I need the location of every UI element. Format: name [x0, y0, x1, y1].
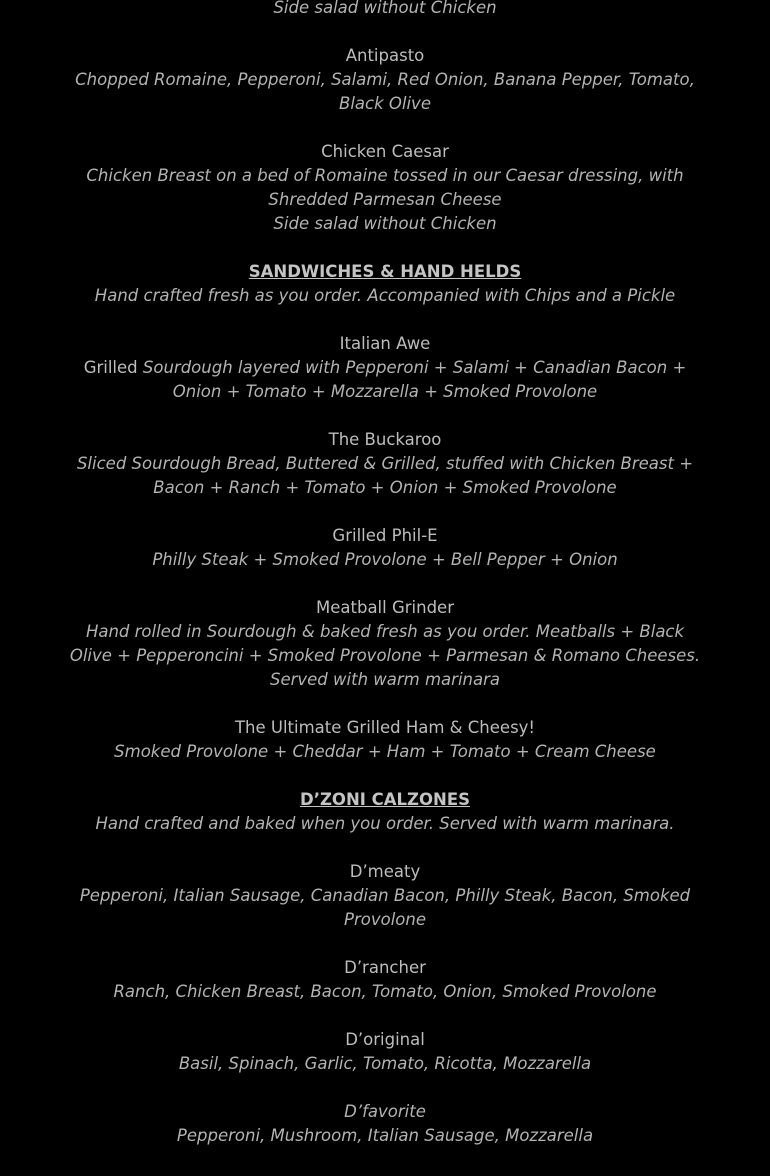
item-desc-chicken-caesar-line2: Shredded Parmesan Cheese [268, 190, 502, 209]
section-heading-sandwiches: SANDWICHES & HAND HELDS [248, 262, 522, 281]
spacer [0, 500, 770, 524]
spacer [0, 764, 770, 788]
item-desc-buckaroo-line2: Bacon + Ranch + Tomato + Onion + Smoked Provolone [153, 478, 617, 497]
item-title-chicken-caesar: Chicken Caesar [321, 142, 449, 161]
item-desc-ultimate-grilled: Smoked Provolone + Cheddar + Ham + Tomato + Cream Cheese [114, 742, 656, 761]
item-title-doriginal: D’original [345, 1030, 425, 1049]
item-desc-dmeaty-line1: Pepperoni, Italian Sausage, Canadian Bacon, Philly Steak, Bacon, Smoked [79, 886, 691, 905]
spacer [0, 692, 770, 716]
spacer [0, 1076, 770, 1100]
item-desc-italian-awe-line2: Onion + Tomato + Mozzarella + Smoked Provolone [172, 382, 598, 401]
item-desc-dfavorite: Pepperoni, Mushroom, Italian Sausage, Mozzarella [176, 1126, 594, 1145]
spacer [0, 1004, 770, 1028]
side-salad-note-partial: Side salad without Chicken [273, 0, 497, 17]
spacer [0, 836, 770, 860]
item-desc-dmeaty-line2: Provolone [344, 910, 426, 929]
spacer [0, 116, 770, 140]
item-desc-italian-awe-prefix: Grilled [83, 358, 143, 377]
item-title-grilled-phil-e: Grilled Phil-E [332, 526, 438, 545]
item-desc-italian-awe-line1 [0, 356, 770, 380]
item-desc-antipasto-line2: Black Olive [339, 94, 431, 113]
section-subheading-calzones: Hand crafted and baked when you order. Served with warm marinara. [95, 814, 675, 833]
item-desc-doriginal: Basil, Spinach, Garlic, Tomato, Ricotta, Mozzarella [178, 1054, 592, 1073]
item-desc-drancher: Ranch, Chicken Breast, Bacon, Tomato, Onion, Smoked Provolone [113, 982, 657, 1001]
section-subheading-sandwiches: Hand crafted fresh as you order. Accompanied with Chips and a Pickle [94, 286, 676, 305]
spacer [0, 308, 770, 332]
item-desc-chicken-caesar-line1: Chicken Breast on a bed of Romaine tossed in our Caesar dressing, with [86, 166, 684, 185]
item-title-dmeaty: D’meaty [349, 862, 421, 881]
item-title-meatball-grinder: Meatball Grinder [316, 598, 454, 617]
spacer [0, 572, 770, 596]
item-desc-buckaroo-line1: Sliced Sourdough Bread, Buttered & Grilled, stuffed with Chicken Breast + [76, 454, 694, 473]
item-title-dfavorite: D’favorite [344, 1102, 426, 1121]
item-desc-meatball-grinder-line2: Olive + Pepperoncini + Smoked Provolone + Parmesan & Romano Cheeses. [69, 646, 701, 665]
item-desc-meatball-grinder-line1: Hand rolled in Sourdough & baked fresh as you order. Meatballs + Black [85, 622, 685, 641]
item-title-drancher: D’rancher [344, 958, 426, 977]
section-heading-calzones: D’ZONI CALZONES [300, 790, 470, 809]
item-desc-italian-awe-text: Sourdough layered with Pepperoni + Salami + Canadian Bacon + [142, 358, 687, 377]
item-title-antipasto: Antipasto [345, 46, 425, 65]
item-note-chicken-caesar: Side salad without Chicken [273, 214, 497, 233]
item-desc-antipasto-line1: Chopped Romaine, Pepperoni, Salami, Red Onion, Banana Pepper, Tomato, [75, 70, 695, 89]
item-title-ultimate-grilled: The Ultimate Grilled Ham & Cheesy! [234, 718, 536, 737]
item-title-italian-awe: Italian Awe [339, 334, 431, 353]
item-desc-grilled-phil-e: Philly Steak + Smoked Provolone + Bell Pepper + Onion [152, 550, 618, 569]
item-title-buckaroo: The Buckaroo [328, 430, 442, 449]
item-desc-meatball-grinder-line3: Served with warm marinara [269, 670, 501, 689]
spacer [0, 404, 770, 428]
spacer [0, 932, 770, 956]
spacer [0, 236, 770, 260]
spacer [0, 20, 770, 44]
